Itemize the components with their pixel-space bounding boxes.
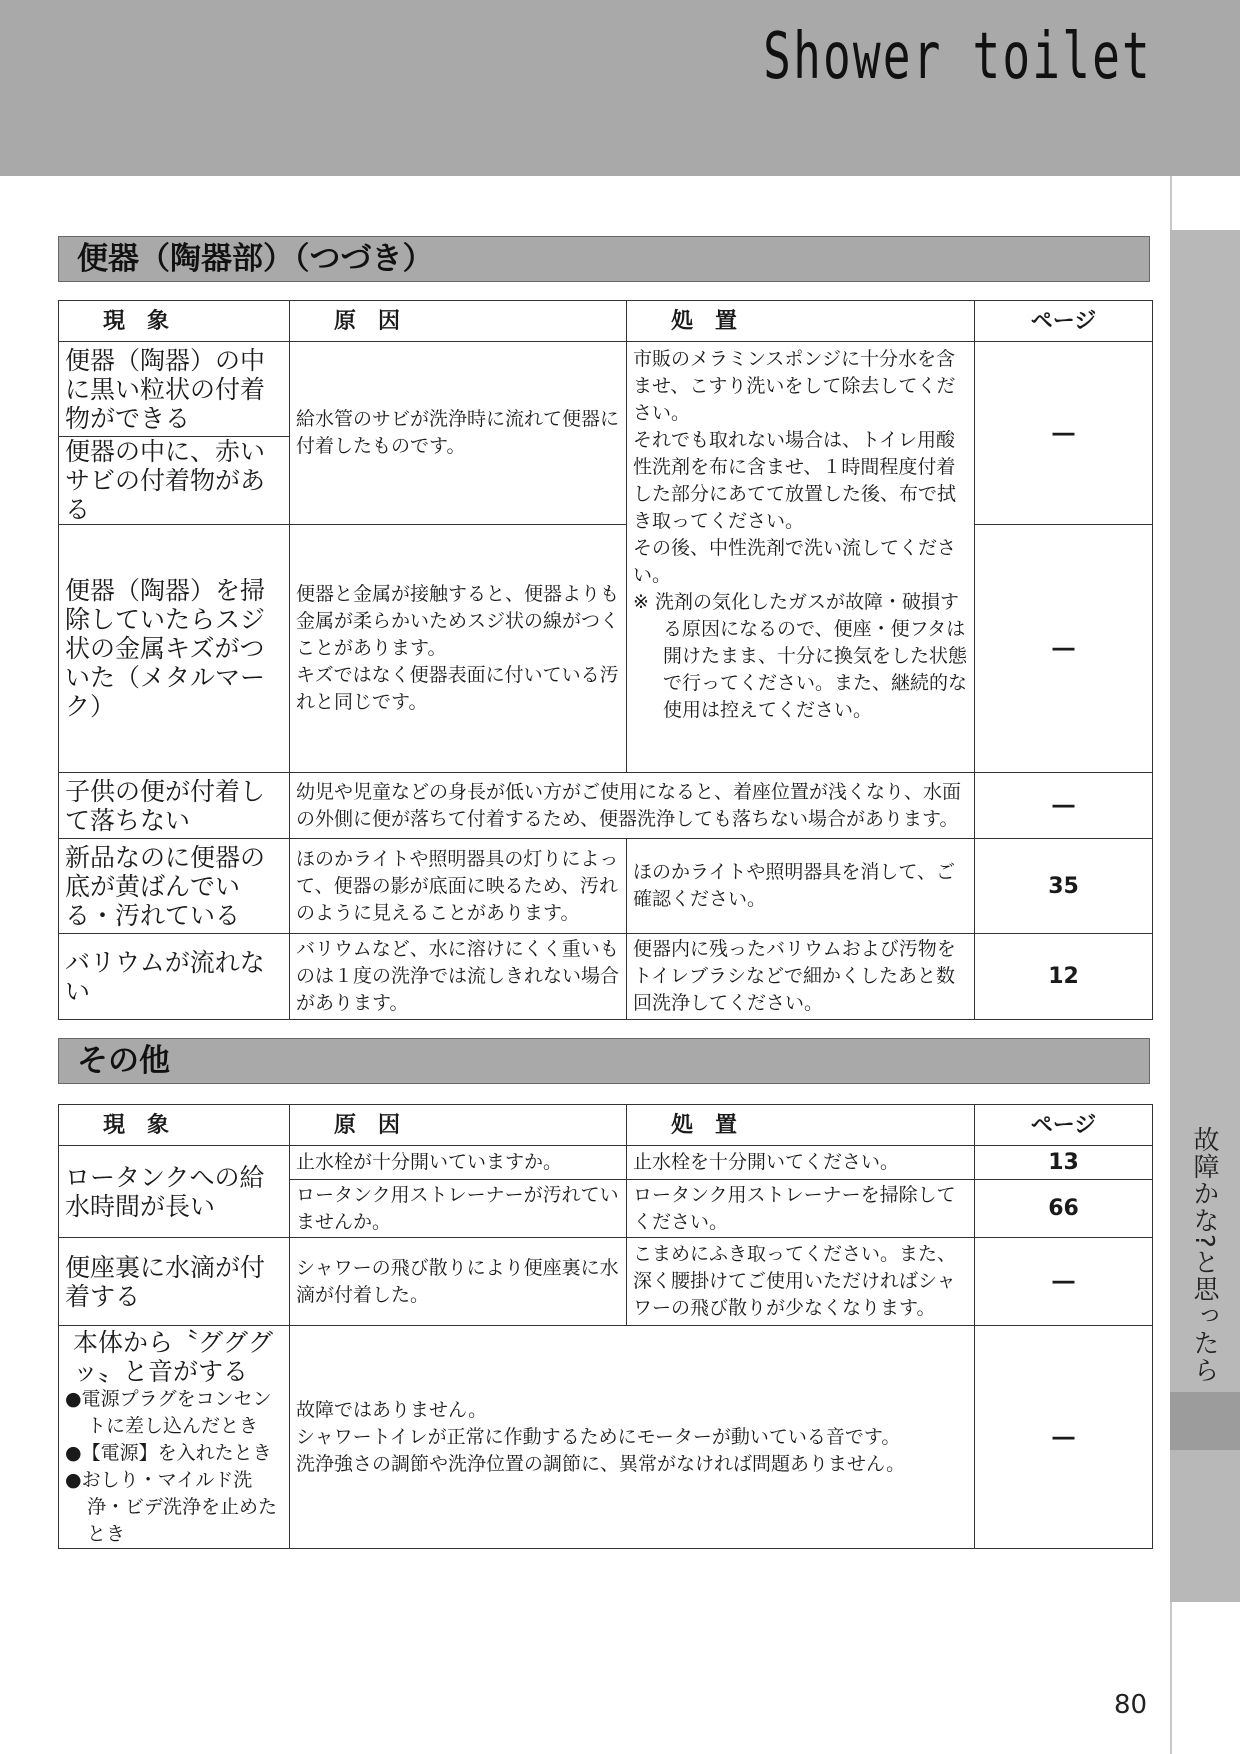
phenomenon-cell: 子供の便が付着して落ちない xyxy=(59,773,290,839)
remedy-cell: 便器内に残ったバリウムおよび汚物をトイレブラシなどで細かくしたあと数回洗浄してください。 xyxy=(627,934,975,1020)
col-header-cause: 原 因 xyxy=(290,1105,627,1146)
page-ref: 66 xyxy=(975,1180,1153,1238)
page-ref: 13 xyxy=(975,1146,1153,1180)
table-row xyxy=(59,525,1153,773)
condition-item: ●電源プラグをコンセントに差し込んだとき xyxy=(65,1388,272,1437)
page-ref: ― xyxy=(975,525,1153,773)
condition-item: ●おしり・マイルド洗浄・ビデ洗浄を止めたとき xyxy=(65,1469,278,1545)
remedy-cell xyxy=(627,342,975,773)
table-row xyxy=(59,773,1153,839)
table-row xyxy=(59,1326,1153,1549)
chapter-tab-marker xyxy=(1170,1392,1240,1450)
remedy-cell: こまめにふき取ってください。また、深く腰掛けてご使用いただければシャワーの飛び散りが少なくなります。 xyxy=(627,1238,975,1326)
table-row xyxy=(59,1146,1153,1180)
col-header-phenomenon: 現 象 xyxy=(59,1105,290,1146)
page-ref: ― xyxy=(975,1326,1153,1549)
phenomenon-cell xyxy=(59,1326,290,1549)
remedy-cell: ほのかライトや照明器具を消して、ご確認ください。 xyxy=(627,839,975,934)
col-header-remedy: 処 置 xyxy=(627,301,975,342)
phenomenon-cell: 便器（陶器）の中に黒い粒状の付着物ができる xyxy=(59,342,290,437)
cause-cell: ほのかライトや照明器具の灯りによって、便器の影が底面に映るため、汚れのように見えることがあります。 xyxy=(290,839,627,934)
cause-cell: 給水管のサビが洗浄時に流れて便器に付着したものです。 xyxy=(290,342,627,525)
col-header-phenomenon: 現 象 xyxy=(59,301,290,342)
table-row xyxy=(59,934,1153,1020)
remedy-text: 市販のメラミンスポンジに十分水を含ませ、こすり洗いをして除去してください。 それでも取れない場合は、トイレ用酸性洗剤を布に含ませ、１時間程度付着した部分にあてて放置した後、布で拭き取ってください。 その後、中性洗剤で洗い流してください。 xyxy=(633,348,957,586)
phenomenon-cell: 便座裏に水滴が付着する xyxy=(59,1238,290,1326)
table-header-row xyxy=(59,1105,1153,1146)
section-title-other: その他 xyxy=(58,1038,1150,1084)
phenomenon-cell: 便器（陶器）を掃除していたらスジ状の金属キズがついた（メタルマーク） xyxy=(59,525,290,773)
section-title-toilet-bowl: 便器（陶器部）（つづき） xyxy=(58,236,1150,282)
cause-cell: 故障ではありません。 シャワートイレが正常に作動するためにモーターが動いている音です。 洗浄強さの調節や洗浄位置の調節に、異常がなければ問題ありません。 xyxy=(290,1326,975,1549)
page-ref: 35 xyxy=(975,839,1153,934)
phenomenon-cell: ロータンクへの給水時間が長い xyxy=(59,1146,290,1238)
troubleshooting-table-other xyxy=(58,1104,1153,1549)
cause-cell: 止水栓が十分開いていますか。 xyxy=(290,1146,627,1180)
cause-cell: 幼児や児童などの身長が低い方がご使用になると、着座位置が浅くなり、水面の外側に便が落ちて付着するため、便器洗浄しても落ちない場合があります。 xyxy=(290,773,975,839)
cause-cell: 便器と金属が接触すると、便器よりも金属が柔らかいためスジ状の線がつくことがあります。 キズではなく便器表面に付いている汚れと同じです。 xyxy=(290,525,627,773)
condition-item: ●【電源】を入れたとき xyxy=(65,1442,272,1464)
page-ref: 12 xyxy=(975,934,1153,1020)
cause-cell: ロータンク用ストレーナーが汚れていませんか。 xyxy=(290,1180,627,1238)
phenomenon-cell: バリウムが流れない xyxy=(59,934,290,1020)
chapter-tab-label: 故障かな?と思ったら xyxy=(1189,1126,1219,1384)
col-header-remedy: 処 置 xyxy=(627,1105,975,1146)
remedy-cell: 止水栓を十分開いてください。 xyxy=(627,1146,975,1180)
phenomenon-cell: 新品なのに便器の底が黄ばんでいる・汚れている xyxy=(59,839,290,934)
phenomenon-cell: 便器の中に、赤いサビの付着物がある xyxy=(59,437,290,525)
col-header-page: ページ xyxy=(975,1105,1153,1146)
page-ref: ― xyxy=(975,1238,1153,1326)
table-header-row xyxy=(59,301,1153,342)
col-header-page: ページ xyxy=(975,301,1153,342)
page-ref: ― xyxy=(975,773,1153,839)
table-row xyxy=(59,1238,1153,1326)
phenomenon-text: 本体から〝グググッ〟と音がする xyxy=(73,1328,274,1386)
troubleshooting-table-bowl xyxy=(58,300,1153,1020)
page-ref: ― xyxy=(975,342,1153,525)
page-number: 80 xyxy=(1114,1690,1148,1720)
remedy-note: ※ 洗剤の気化したガスが故障・破損する原因になるので、便座・便フタは開けたまま、十分に換気をした状態で行ってください。また、継続的な使用は控えてください。 xyxy=(633,591,968,721)
table-row xyxy=(59,839,1153,934)
cause-cell: シャワーの飛び散りにより便座裏に水滴が付着した。 xyxy=(290,1238,627,1326)
cause-cell: バリウムなど、水に溶けにくく重いものは１度の洗浄では流しきれない場合があります。 xyxy=(290,934,627,1020)
col-header-cause: 原 因 xyxy=(290,301,627,342)
remedy-cell: ロータンク用ストレーナーを掃除してください。 xyxy=(627,1180,975,1238)
brand-logo: Shower toilet xyxy=(763,20,1152,94)
table-row xyxy=(59,342,1153,437)
